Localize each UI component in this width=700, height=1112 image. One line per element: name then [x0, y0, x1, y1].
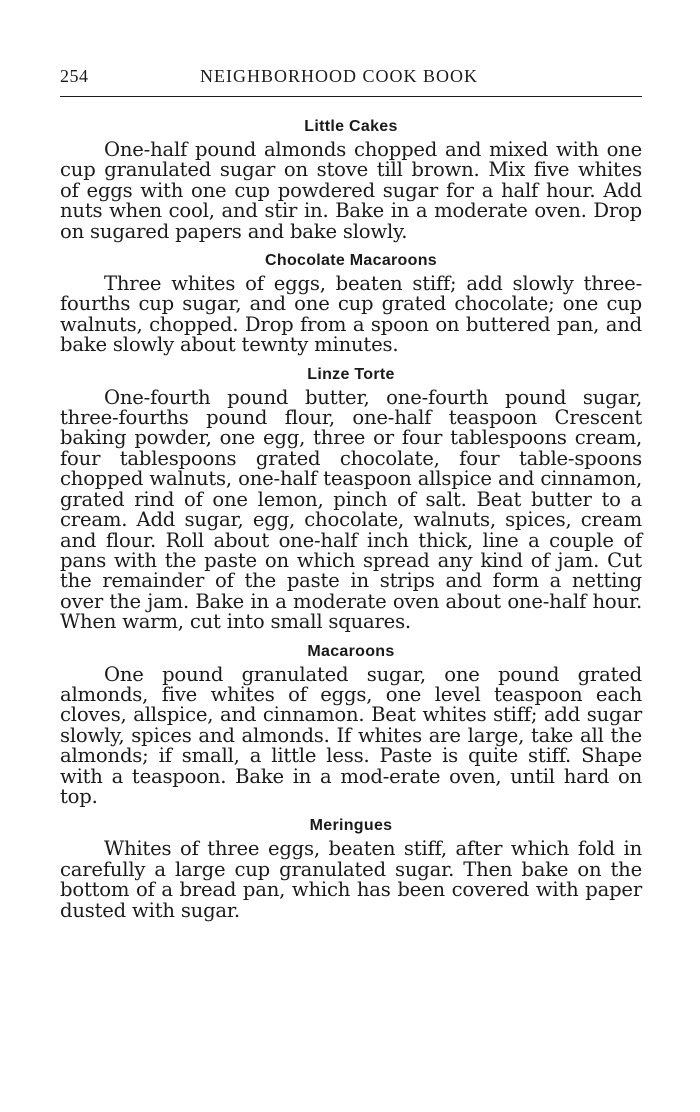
recipe-little-cakes — [60, 117, 642, 242]
recipe-text: One pound granulated sugar, one pound grated almonds, five whites of eggs, one level teaspoon each cloves, allspice, and cinnamon. Beat whites stiff; add sugar slowly, spices and almonds. If whites are large, take all the almonds; if small, a little less. Paste is quite stiff. Shape with a teaspoon. Bake in a mod-erate oven, until hard on top. — [60, 662, 642, 808]
recipe-title: Macaroons — [307, 642, 395, 660]
recipe-text: Whites of three eggs, beaten stiff, after which fold in carefully a large cup granulated sugar. Then bake on the bottom of a bread pan, which has been covered with paper dusted with sugar. — [60, 837, 642, 922]
running-head — [60, 66, 642, 90]
recipe-text: Three whites of eggs, beaten stiff; add slowly three-fourths cup sugar, and one cup grated chocolate; one cup walnuts, chopped. Drop from a spoon on buttered pan, and bake slowly about tewnty minutes. — [60, 272, 642, 357]
recipe-text: One-fourth pound butter, one-fourth pound sugar, three-fourths pound flour, one-half teaspoon Crescent baking powder, one egg, three or four tablespoons cream, four tablespoons grated chocolate, four table-spoons chopped walnuts, one-half teaspoon allspice and cinnamon, grated rind of one lemon, pinch of salt. Beat butter to a cream. Add sugar, egg, chocolate, walnuts, spices, cream and flour. Roll about one-half inch thick, line a couple of pans with the paste on which spread any kind of jam. Cut the remainder of the paste in strips and form a netting over the jam. Bake in a moderate oven about one-half hour. When warm, cut into small squares. — [60, 385, 642, 634]
recipe-title: Meringues — [309, 817, 393, 835]
recipe-text: One-half pound almonds chopped and mixed with one cup granulated sugar on stove till brown. Mix five whites of eggs with one cup powdered sugar for a half hour. Add nuts when cool, and stir in. Bake in a moderate oven. Drop on sugared papers and bake slowly. — [60, 138, 642, 243]
recipe-meringues — [60, 816, 642, 921]
book-title: NEIGHBORHOOD COOK BOOK — [200, 66, 478, 86]
recipe-title: Little Cakes — [304, 118, 398, 135]
header-rule — [60, 96, 642, 97]
book-page — [60, 66, 642, 930]
recipe-macaroons — [60, 642, 642, 808]
recipe-linze-torte — [60, 365, 642, 633]
recipe-chocolate-macaroons — [60, 251, 642, 356]
recipe-title: Chocolate Macaroons — [265, 252, 437, 270]
recipe-title: Linze Torte — [307, 365, 395, 383]
recipe-list — [60, 117, 642, 921]
page-number: 254 — [60, 66, 89, 86]
